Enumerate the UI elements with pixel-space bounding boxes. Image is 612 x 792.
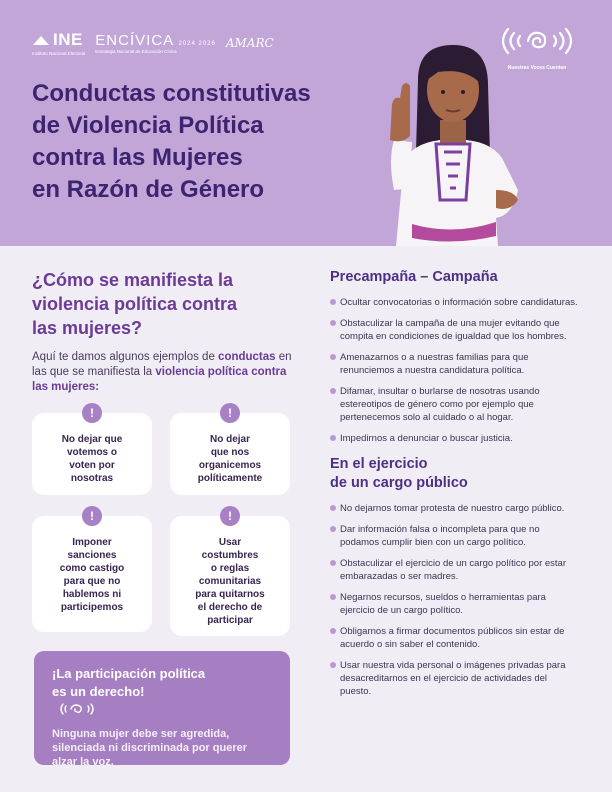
bullet-icon bbox=[330, 594, 336, 600]
card-line: costumbres bbox=[201, 550, 259, 561]
list-item-text: Usar nuestra vida personal o imágenes privadas para desacreditarnos en el ejercicio de actividades del puesto. bbox=[340, 660, 566, 697]
ine-logo-subtitle: Instituto Nacional Electoral bbox=[32, 51, 86, 56]
example-card bbox=[170, 406, 290, 495]
callout-text: Ninguna mujer debe ser agredida, silenciada ni discriminada por querer alzar la voz. bbox=[52, 728, 248, 768]
list-item bbox=[330, 659, 580, 698]
card-line: el derecho de bbox=[197, 602, 263, 613]
page-title bbox=[32, 78, 392, 206]
card-line: nosotras bbox=[70, 473, 114, 484]
precampana-title: Precampaña – Campaña bbox=[330, 269, 498, 285]
list-item bbox=[330, 296, 580, 309]
exclamation-icon: ! bbox=[220, 506, 240, 526]
card-line: como castigo bbox=[59, 563, 125, 574]
intro-paragraph bbox=[32, 350, 294, 395]
ejercicio-title-line: de un cargo público bbox=[330, 475, 468, 491]
woman-stop-gesture-illustration bbox=[378, 40, 528, 246]
callout-title-text: es un derecho! bbox=[52, 684, 145, 699]
bullet-icon bbox=[330, 662, 336, 668]
card-line: participemos bbox=[60, 602, 124, 613]
exclamation-icon: ! bbox=[82, 506, 102, 526]
intro-bold-violencia: violencia política contra las mujeres: bbox=[32, 366, 287, 393]
partner-logos bbox=[32, 30, 274, 56]
right-column bbox=[330, 268, 580, 706]
list-item bbox=[330, 385, 580, 424]
exclamation-icon: ! bbox=[220, 403, 240, 423]
list-item bbox=[330, 317, 580, 343]
intro-prefix: Aquí te damos algunos ejemplos de bbox=[32, 351, 215, 363]
list-item-text: Dar información falsa o incompleta para que no podamos cumplir bien con un cargo político. bbox=[340, 524, 540, 548]
list-item-text: Ocultar convocatorias o información sobre candidaturas. bbox=[340, 297, 578, 308]
list-item-text: Obstaculizar la campaña de una mujer evitando que compita en condiciones de igualdad que los hombres. bbox=[340, 318, 567, 342]
title-line: de Violencia Política bbox=[32, 112, 264, 139]
callout-title-line: ¡La participación política bbox=[52, 666, 206, 681]
card-line: comunitarias bbox=[198, 576, 262, 587]
precampana-list bbox=[330, 296, 580, 445]
card-line: Usar bbox=[218, 537, 242, 548]
title-line: contra las Mujeres bbox=[32, 144, 243, 171]
bullet-icon bbox=[330, 388, 336, 394]
bullet-icon bbox=[330, 628, 336, 634]
card-line: para quitarnos bbox=[195, 589, 265, 600]
ine-emblem-icon bbox=[32, 34, 50, 46]
card-line: políticamente bbox=[197, 473, 263, 484]
participation-callout bbox=[34, 651, 290, 768]
list-item bbox=[330, 523, 580, 549]
encivica-logo bbox=[95, 32, 216, 54]
list-item-text: Difamar, insultar o burlarse de nosotras usando estereotipos de género como por ejemplo que pertenecemos solo al cuidado o al hogar. bbox=[340, 386, 540, 423]
question-line: ¿Cómo se manifiesta la bbox=[32, 270, 234, 290]
list-item bbox=[330, 625, 580, 651]
header-banner bbox=[0, 0, 612, 246]
intro-bold-conductas: conductas bbox=[218, 351, 276, 363]
list-item-text: No dejarnos tomar protesta de nuestro cargo público. bbox=[340, 503, 565, 514]
card-line: organicemos bbox=[198, 460, 262, 471]
question-line: las mujeres? bbox=[32, 318, 143, 338]
bullet-icon bbox=[330, 320, 336, 326]
list-item-text: Negarnos recursos, sueldos o herramientas para ejercicio de un cargo político. bbox=[340, 592, 546, 616]
section-question-title bbox=[32, 268, 294, 340]
ejercicio-title bbox=[330, 455, 580, 493]
list-item bbox=[330, 432, 580, 445]
bullet-icon bbox=[330, 354, 336, 360]
list-item-text: Obstaculizar el ejercicio de un cargo político por estar embarazadas o ser madres. bbox=[340, 558, 567, 582]
list-item-text: Impedirnos a denunciar o buscar justicia. bbox=[340, 433, 513, 444]
encivica-years: 2024 2026 bbox=[178, 41, 216, 47]
ine-logo-text: INE bbox=[53, 30, 83, 49]
encivica-subtitle: Estrategia Nacional de Educación Cívica bbox=[95, 49, 177, 54]
exclamation-icon: ! bbox=[82, 403, 102, 423]
card-line: voten por bbox=[69, 460, 115, 471]
card-line: votemos o bbox=[66, 447, 117, 458]
list-item-text: Amenazarnos o a nuestras familias para que renunciemos a nuestra candidatura política. bbox=[340, 352, 529, 376]
bullet-icon bbox=[330, 560, 336, 566]
intro-mid: en las que se manifiesta la bbox=[32, 351, 292, 378]
list-item-text: Obligarnos a firmar documentos públicos sin estar de acuerdo o sin saber el contenido. bbox=[340, 626, 565, 650]
card-line: No dejar bbox=[209, 434, 250, 445]
left-column bbox=[32, 268, 294, 395]
bullet-icon bbox=[330, 526, 336, 532]
card-line: participar bbox=[207, 615, 253, 626]
card-line: para que no bbox=[63, 576, 121, 587]
list-item bbox=[330, 557, 580, 583]
nuestras-voces-label: Nuestras Voces Cuentan bbox=[507, 65, 567, 71]
title-line: en Razón de Género bbox=[32, 176, 265, 203]
card-line: sanciones bbox=[67, 550, 117, 561]
ejercicio-list bbox=[330, 502, 580, 698]
list-item bbox=[330, 591, 580, 617]
card-line: No dejar que bbox=[61, 434, 123, 445]
bullet-icon bbox=[330, 505, 336, 511]
card-line: hablemos ni bbox=[62, 589, 122, 600]
list-item bbox=[330, 351, 580, 377]
ine-logo bbox=[32, 30, 85, 56]
card-line: o reglas bbox=[210, 563, 250, 574]
example-card bbox=[32, 509, 152, 632]
callout-title-line bbox=[52, 683, 272, 719]
callout-title bbox=[52, 665, 272, 719]
card-line: Imponer bbox=[72, 537, 112, 548]
card-line: que nos bbox=[210, 447, 250, 458]
bullet-icon bbox=[330, 435, 336, 441]
title-line: Conductas constitutivas bbox=[32, 80, 311, 107]
example-card bbox=[170, 509, 290, 636]
list-item bbox=[330, 502, 580, 515]
question-line: violencia política contra bbox=[32, 294, 238, 314]
encivica-logo-text: ENCÍVICA bbox=[95, 32, 174, 49]
ejercicio-title-line: En el ejercicio bbox=[330, 456, 428, 472]
amarc-logo: AMARC bbox=[225, 36, 274, 50]
sound-waves-icon bbox=[58, 702, 96, 716]
bullet-icon bbox=[330, 299, 336, 305]
example-card bbox=[32, 406, 152, 495]
